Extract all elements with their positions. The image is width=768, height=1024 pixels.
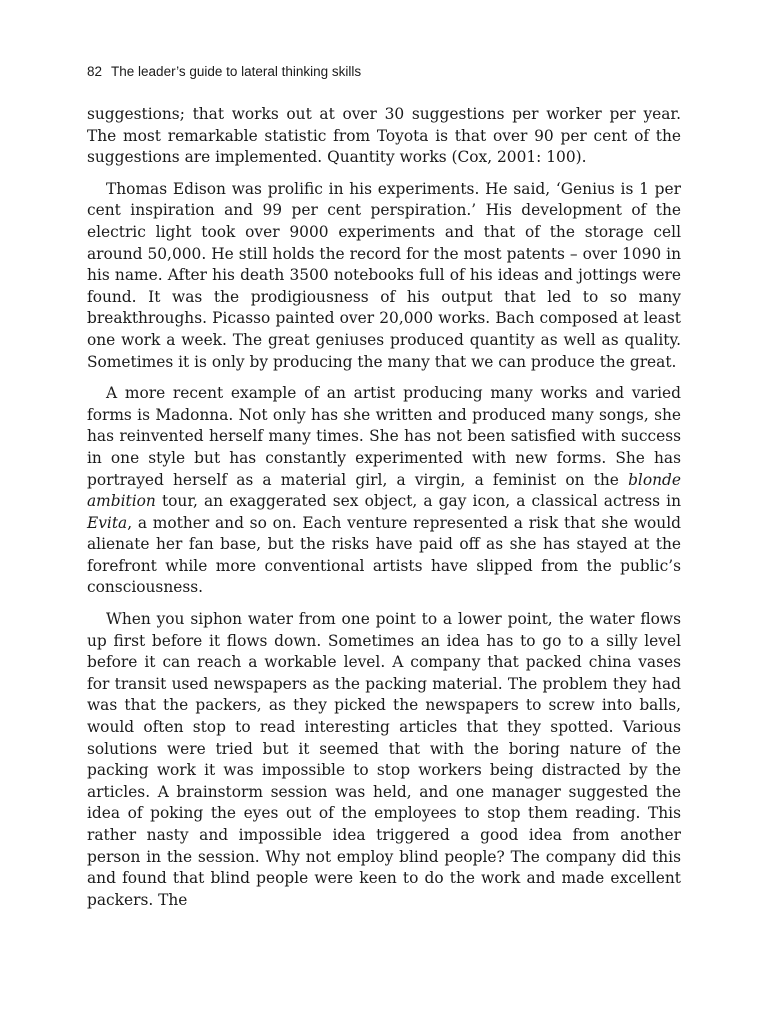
paragraph-text: When you siphon water from one point to a lower point, the water flows up first before it flows down. Sometimes an idea has to go to a silly level before it can reach a workable level. A company that packed china vases for transit used newspapers as the packing material. The problem they had was that the packers, as they picked the newspapers to screw into balls, would often stop to read interesting articles that they spotted. Various solutions were tried but it seemed that with the boring nature of the packing work it was impossible to stop workers being distracted by the articles. A brainstorm session was held, and one manager suggested the idea of poking the eyes out of the employees to stop them reading. This rather nasty and impossible idea triggered a good idea from another person in the session. Why not employ blind people? The company did this and found that blind people were keen to do the work and made excellent packers. The xyxy=(87,610,681,909)
paragraph-text: , a mother and so on. Each venture represented a risk that she would alienate her fan base, but the risks have paid off as she has stayed at the forefront while more conventional artists have slipped from the public’s consciousness. xyxy=(87,513,681,597)
page-number: 82 xyxy=(87,64,103,79)
paragraph-edison xyxy=(87,179,681,373)
running-header xyxy=(87,62,681,82)
paragraph-siphon xyxy=(87,609,681,911)
tour-title: blonde ambition xyxy=(87,470,681,511)
paragraph-text: Thomas Edison was prolific in his experiments. He said, ‘Genius is 1 per cent inspiration and 99 per cent perspiration.’ His development of the electric light took over 9000 experiments and that of the storage cell around 50,000. He still holds the record for the most patents – over 1090 in his name. After his death 3500 notebooks full of his ideas and jottings were found. It was the prodigiousness of his output that led to so many breakthroughs. Picasso painted over 20,000 works. Bach composed at least one work a week. The great geniuses produced quantity as well as quality. Sometimes it is only by producing the many that we can produce the great. xyxy=(87,179,681,371)
paragraph-text: A more recent example of an artist producing many works and varied forms is Madonna. Not only has she written and produced many songs, she has reinvented herself many times. She has not been satisfied with success in one style but has constantly experimented with new forms. She has portrayed herself as a material girl, a virgin, a feminist on the xyxy=(87,384,681,489)
paragraph-toyota-suggestions xyxy=(87,104,681,169)
running-title: The leader’s guide to lateral thinking skills xyxy=(111,64,362,79)
paragraph-madonna xyxy=(87,383,681,599)
book-page xyxy=(87,62,681,921)
paragraph-text: tour, an exaggerated sex object, a gay icon, a classical actress in xyxy=(155,492,681,511)
paragraph-text: suggestions; that works out at over 30 suggestions per worker per year. The most remarkable statistic from Toyota is that over 90 per cent of the suggestions are implemented. Quantity works (Cox, 2001: 100). xyxy=(87,105,681,167)
film-title: Evita xyxy=(87,513,128,532)
